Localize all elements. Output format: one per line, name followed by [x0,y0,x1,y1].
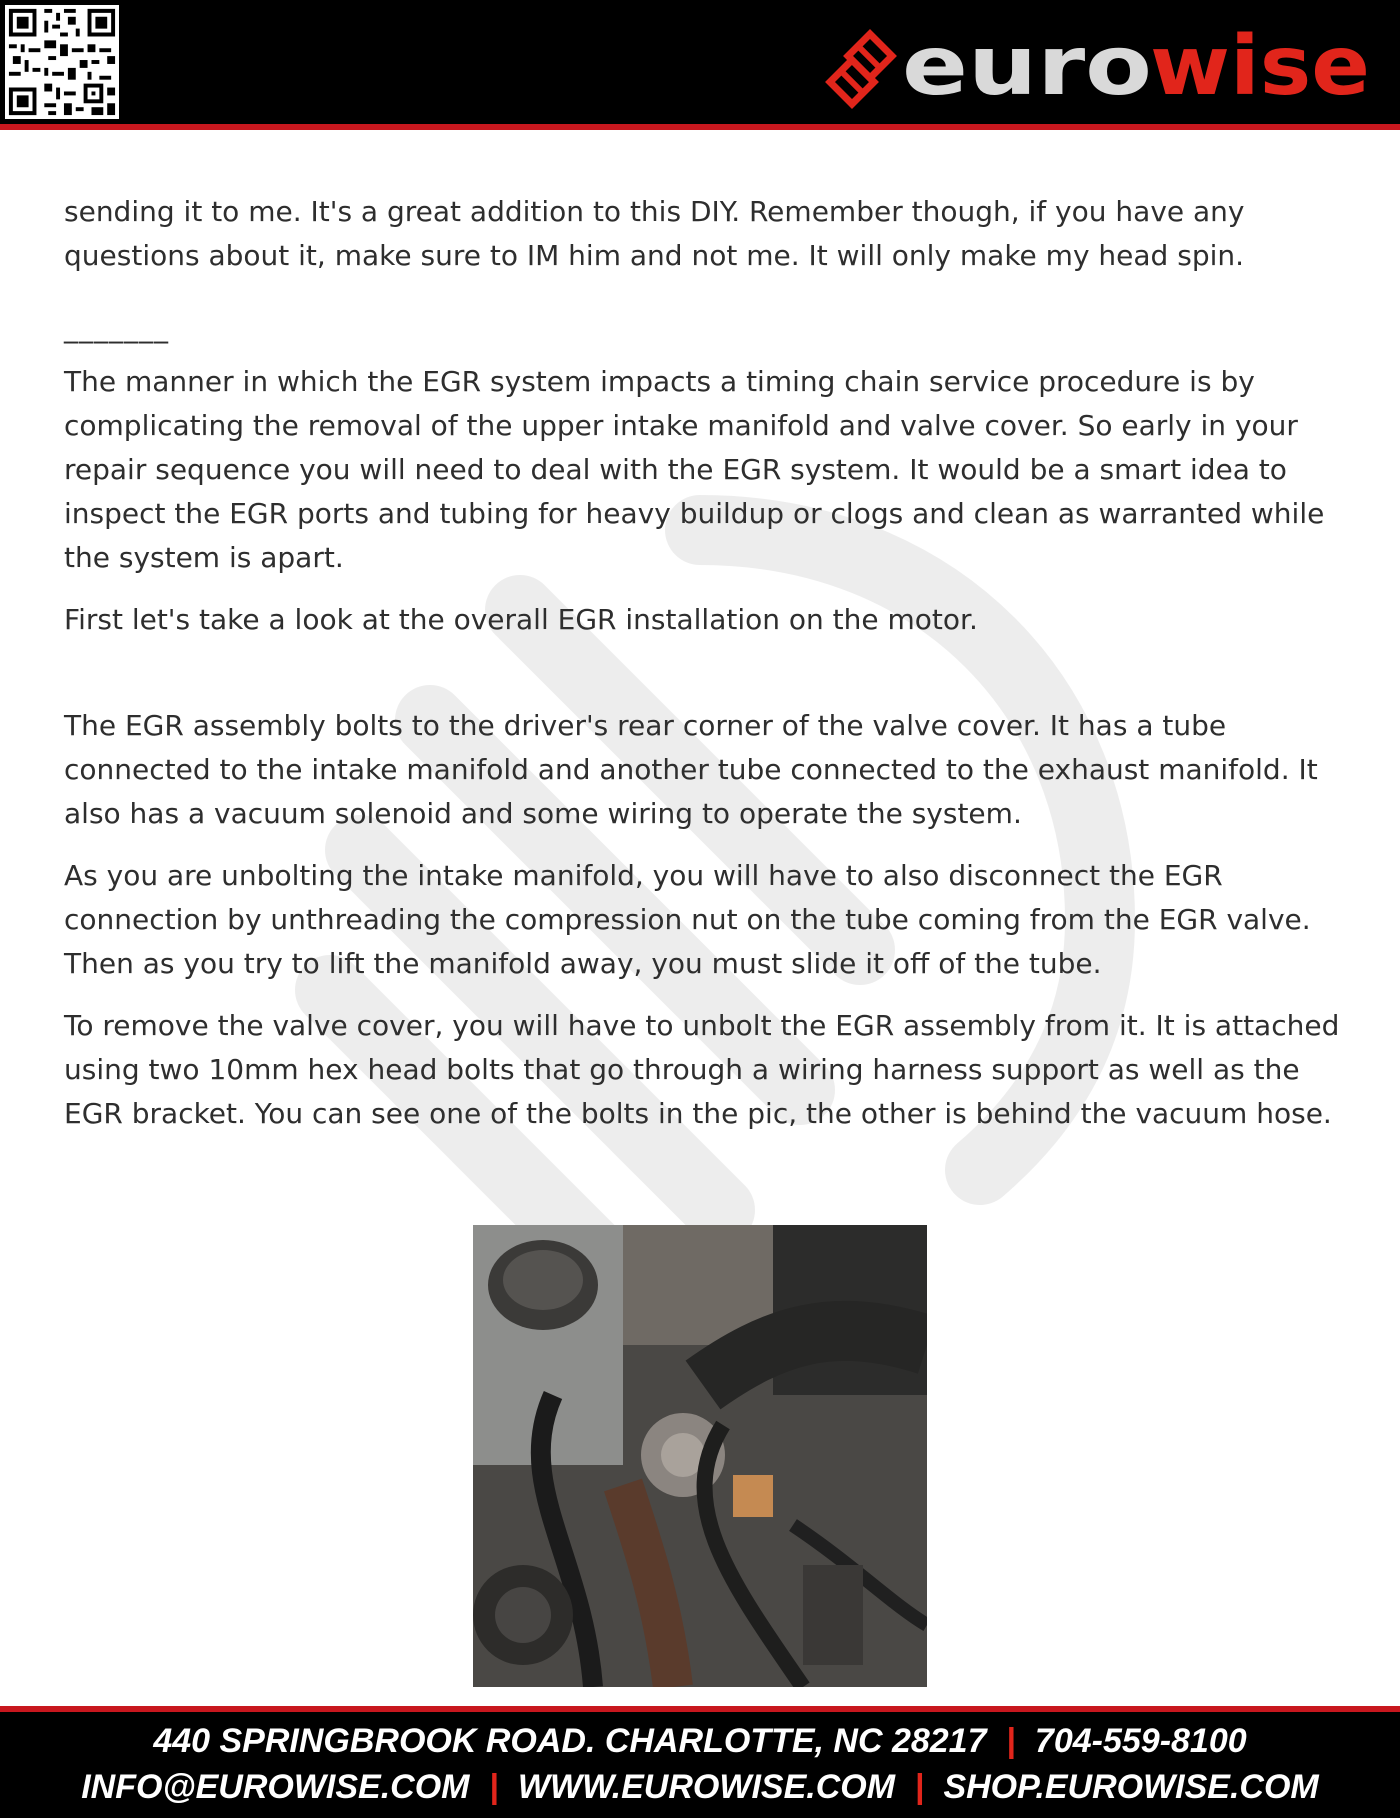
footer-separator: | [488,1768,499,1806]
spacer [64,660,1344,704]
footer-website-link[interactable]: WWW.EUROWISE.COM [517,1768,896,1806]
egr-engine-photo [473,1225,927,1687]
paragraph-egr-assembly: The EGR assembly bolts to the driver's rear corner of the valve cover. It has a tube connected to the intake manifold and another tube connected to the exhaust manifold. It also has a vacuum solenoid and some wiring to operate the system. [64,709,1318,830]
svg-text:wise: wise [1150,19,1370,114]
footer-separator: | [914,1768,924,1806]
article-body [64,190,1344,1154]
paragraph-valve-cover: To remove the valve cover, you will have to unbolt the EGR assembly from it. It is attached using two 10mm hex head bolts that go through a wiring harness support as well as the EGR bracket. You can see one of the bolts in the pic, the other is behind the vacuum hose. [64,1009,1340,1130]
paragraph-intake-manifold: As you are unbolting the intake manifold, you will have to also disconnect the EGR connection by unthreading the compression nut on the tube coming from the EGR valve. Then as you try to lift the manifold away, you must slide it off of the tube. [64,859,1311,980]
page-header [0,0,1400,130]
footer-shop-link[interactable]: SHOP.EUROWISE.COM [943,1768,1319,1806]
paragraph-intro-continuation: sending it to me. It's a great addition to this DIY. Remember though, if you have any questions about it, make sure to IM him and not me. It will only make my head spin. [64,195,1245,272]
svg-text:euro: euro [902,19,1152,114]
section-separator: _______ [64,311,169,344]
footer-phone[interactable]: 704-559-8100 [1034,1722,1247,1760]
footer-email-link[interactable]: INFO@EUROWISE.COM [81,1768,470,1806]
paragraph-overview: First let's take a look at the overall EGR installation on the motor. [64,603,978,636]
footer-separator: | [1005,1722,1016,1760]
footer-contact-line [0,1722,1400,1761]
footer-address: 440 SPRINGBROOK ROAD. CHARLOTTE, NC 28217 [153,1722,987,1760]
page-footer [0,1706,1400,1818]
footer-links-line [0,1768,1400,1807]
qr-code-icon [5,5,119,119]
paragraph-egr-impact: The manner in which the EGR system impacts a timing chain service procedure is by complicating the removal of the upper intake manifold and valve cover. So early in your repair sequence you will need to deal with the EGR system. It would be a smart idea to inspect the EGR ports and tubing for heavy buildup or clogs and clean as warranted while the system is apart. [64,365,1325,574]
eurowise-logo [822,14,1382,114]
logo-mark-icon [830,34,892,104]
